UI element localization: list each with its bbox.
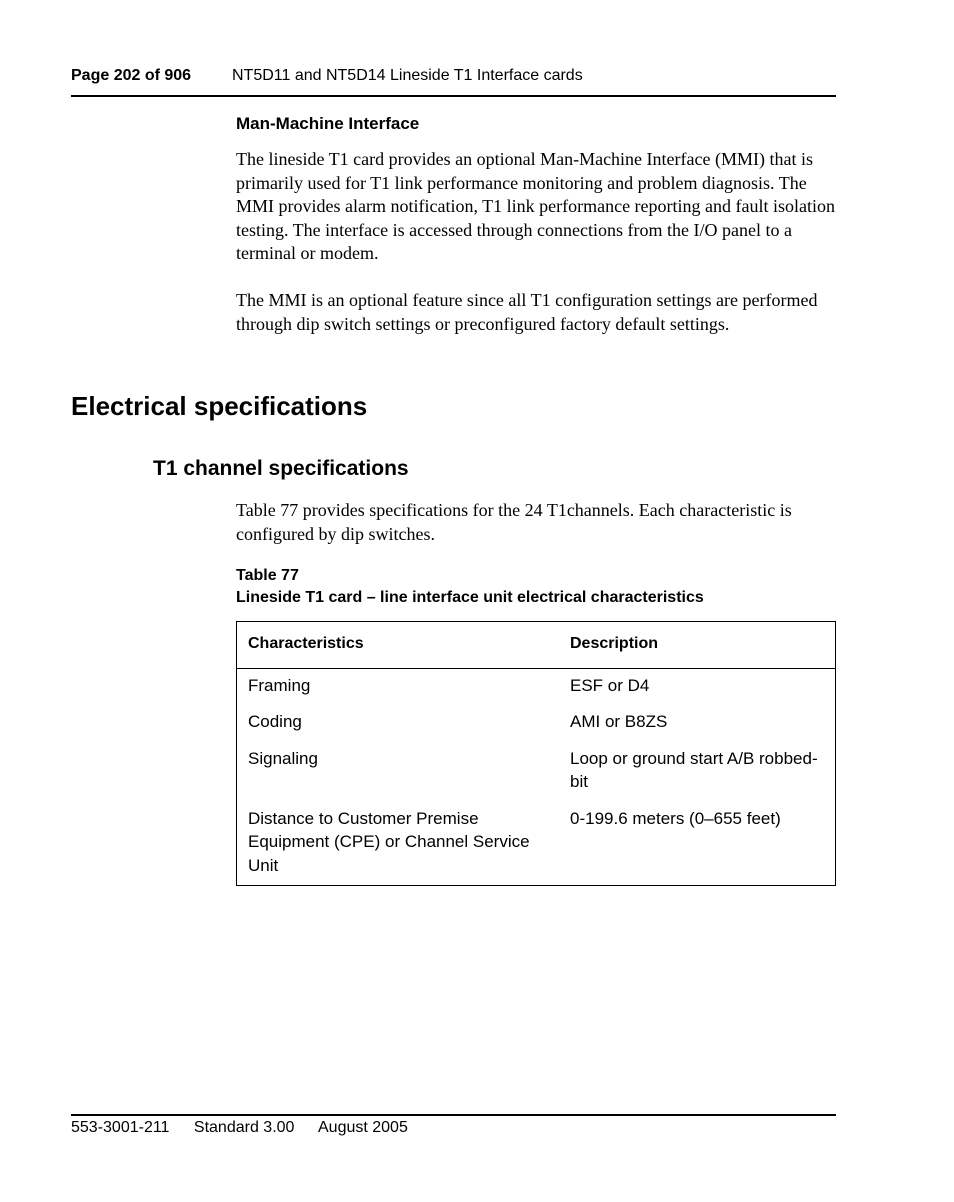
mmi-paragraph-2: The MMI is an optional feature since all T1 configuration settings are performed through dip switch settings or preconfigured factory default settings. bbox=[236, 290, 818, 334]
page-footer bbox=[71, 1118, 428, 1138]
table-cell: Coding bbox=[248, 712, 302, 731]
table-cell: ESF or D4 bbox=[570, 675, 650, 695]
table-title: Lineside T1 card – line interface unit electrical characteristics bbox=[236, 589, 704, 606]
table-row bbox=[237, 706, 836, 743]
subsection-heading: T1 channel specifications bbox=[153, 457, 409, 480]
table-cell: Loop or ground start A/B robbed-bit bbox=[570, 748, 818, 791]
page-number: Page 202 of 906 bbox=[71, 67, 192, 84]
spec-table bbox=[236, 621, 836, 886]
document-title: NT5D11 and NT5D14 Lineside T1 Interface cards bbox=[232, 67, 583, 84]
table-header-row bbox=[237, 622, 836, 669]
footer-standard: Standard 3.00 bbox=[193, 1119, 295, 1136]
table-row bbox=[237, 668, 836, 706]
table-cell: 0-199.6 meters (0–655 feet) bbox=[570, 808, 781, 828]
column-header-description: Description bbox=[559, 622, 836, 669]
table-cell: Framing bbox=[248, 675, 311, 695]
footer-doc-number: 553-3001-211 bbox=[71, 1119, 170, 1136]
table-number: Table 77 bbox=[236, 567, 299, 584]
table-intro-paragraph: Table 77 provides specifications for the 24 T1channels. Each characteristic is configured by dip switches. bbox=[236, 500, 792, 544]
section-heading: Electrical specifications bbox=[71, 391, 368, 421]
table-cell: AMI or B8ZS bbox=[570, 712, 668, 731]
mmi-heading: Man-Machine Interface bbox=[236, 114, 420, 133]
table-cell: Distance to Customer Premise Equipment (CPE) or Channel Service Unit bbox=[248, 808, 530, 875]
footer-date: August 2005 bbox=[318, 1119, 408, 1136]
mmi-paragraph-1: The lineside T1 card provides an optional Man-Machine Interface (MMI) that is primarily used for T1 link performance monitoring and problem diagnosis. The MMI provides alarm notification, T1 link performance reporting and fault isolation testing. The interface is accessed through connections from the I/O panel to a terminal or modem. bbox=[236, 149, 836, 263]
page-header bbox=[71, 66, 836, 86]
table-cell: Signaling bbox=[248, 748, 318, 768]
table-row bbox=[237, 803, 836, 886]
column-header-characteristics: Characteristics bbox=[237, 622, 560, 669]
footer-rule bbox=[71, 1114, 836, 1116]
header-rule bbox=[71, 95, 836, 97]
table-row bbox=[237, 743, 836, 803]
